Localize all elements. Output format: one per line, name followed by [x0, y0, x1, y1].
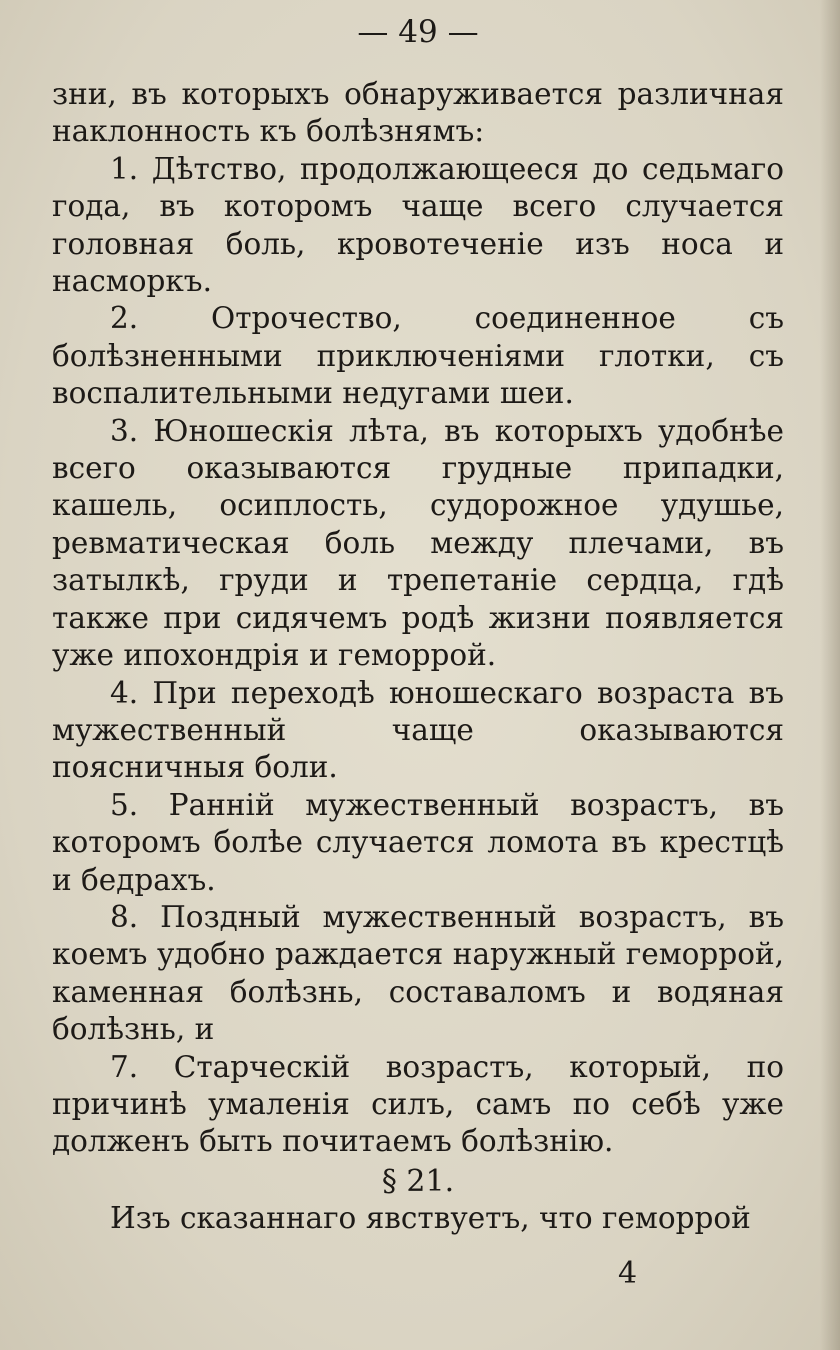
list-item: 3. Юношескія лѣта, въ которыхъ удобнѣе всего оказываются грудные припадки, кашель, осиплость, судорожное удушье, ревматическая боль между плечами, въ затылкѣ, груди и трепетаніе сердца, гдѣ также при сидячемъ родѣ жизни появляется уже ипохондрія и геморрой.: [52, 413, 784, 673]
list-item: 2. Отрочество, соединенное съ болѣзненными приключеніями глотки, съ воспалительными недугами шеи.: [52, 301, 784, 411]
section-heading: § 21.: [381, 1163, 455, 1199]
list-item: 4. При переходѣ юношескаго возраста въ мужественный чаще оказываются поясничныя боли.: [52, 675, 784, 785]
page-number-header: — 49 —: [357, 14, 479, 50]
page-edge-shadow: [820, 0, 840, 1350]
list-item: 5. Ранній мужественный возрастъ, въ которомъ болѣе случается ломота въ крестцѣ и бедрахъ.: [52, 787, 784, 897]
intro-paragraph: зни, въ которыхъ обнаруживается различная наклонность къ болѣзнямъ:: [52, 77, 784, 149]
signature-mark: 4: [618, 1256, 638, 1291]
closing-line: Изъ сказаннаго явствуетъ, что геморрой: [110, 1201, 751, 1236]
list-item: 8. Поздный мужественный возрастъ, въ коемъ удобно раждается наружный геморрой, каменная болѣзнь, составаломъ и водяная болѣзнь, и: [52, 899, 784, 1047]
list-item: 1. Дѣтство, продолжающееся до седьмаго года, въ которомъ чаще всего случается головная боль, кровотеченіе изъ носа и насморкъ.: [52, 151, 784, 299]
list-item: 7. Старческій возрастъ, который, по причинѣ умаленія силъ, самъ по себѣ уже долженъ быть почитаемъ болѣзнію.: [52, 1049, 784, 1159]
body-text: [52, 76, 784, 1238]
